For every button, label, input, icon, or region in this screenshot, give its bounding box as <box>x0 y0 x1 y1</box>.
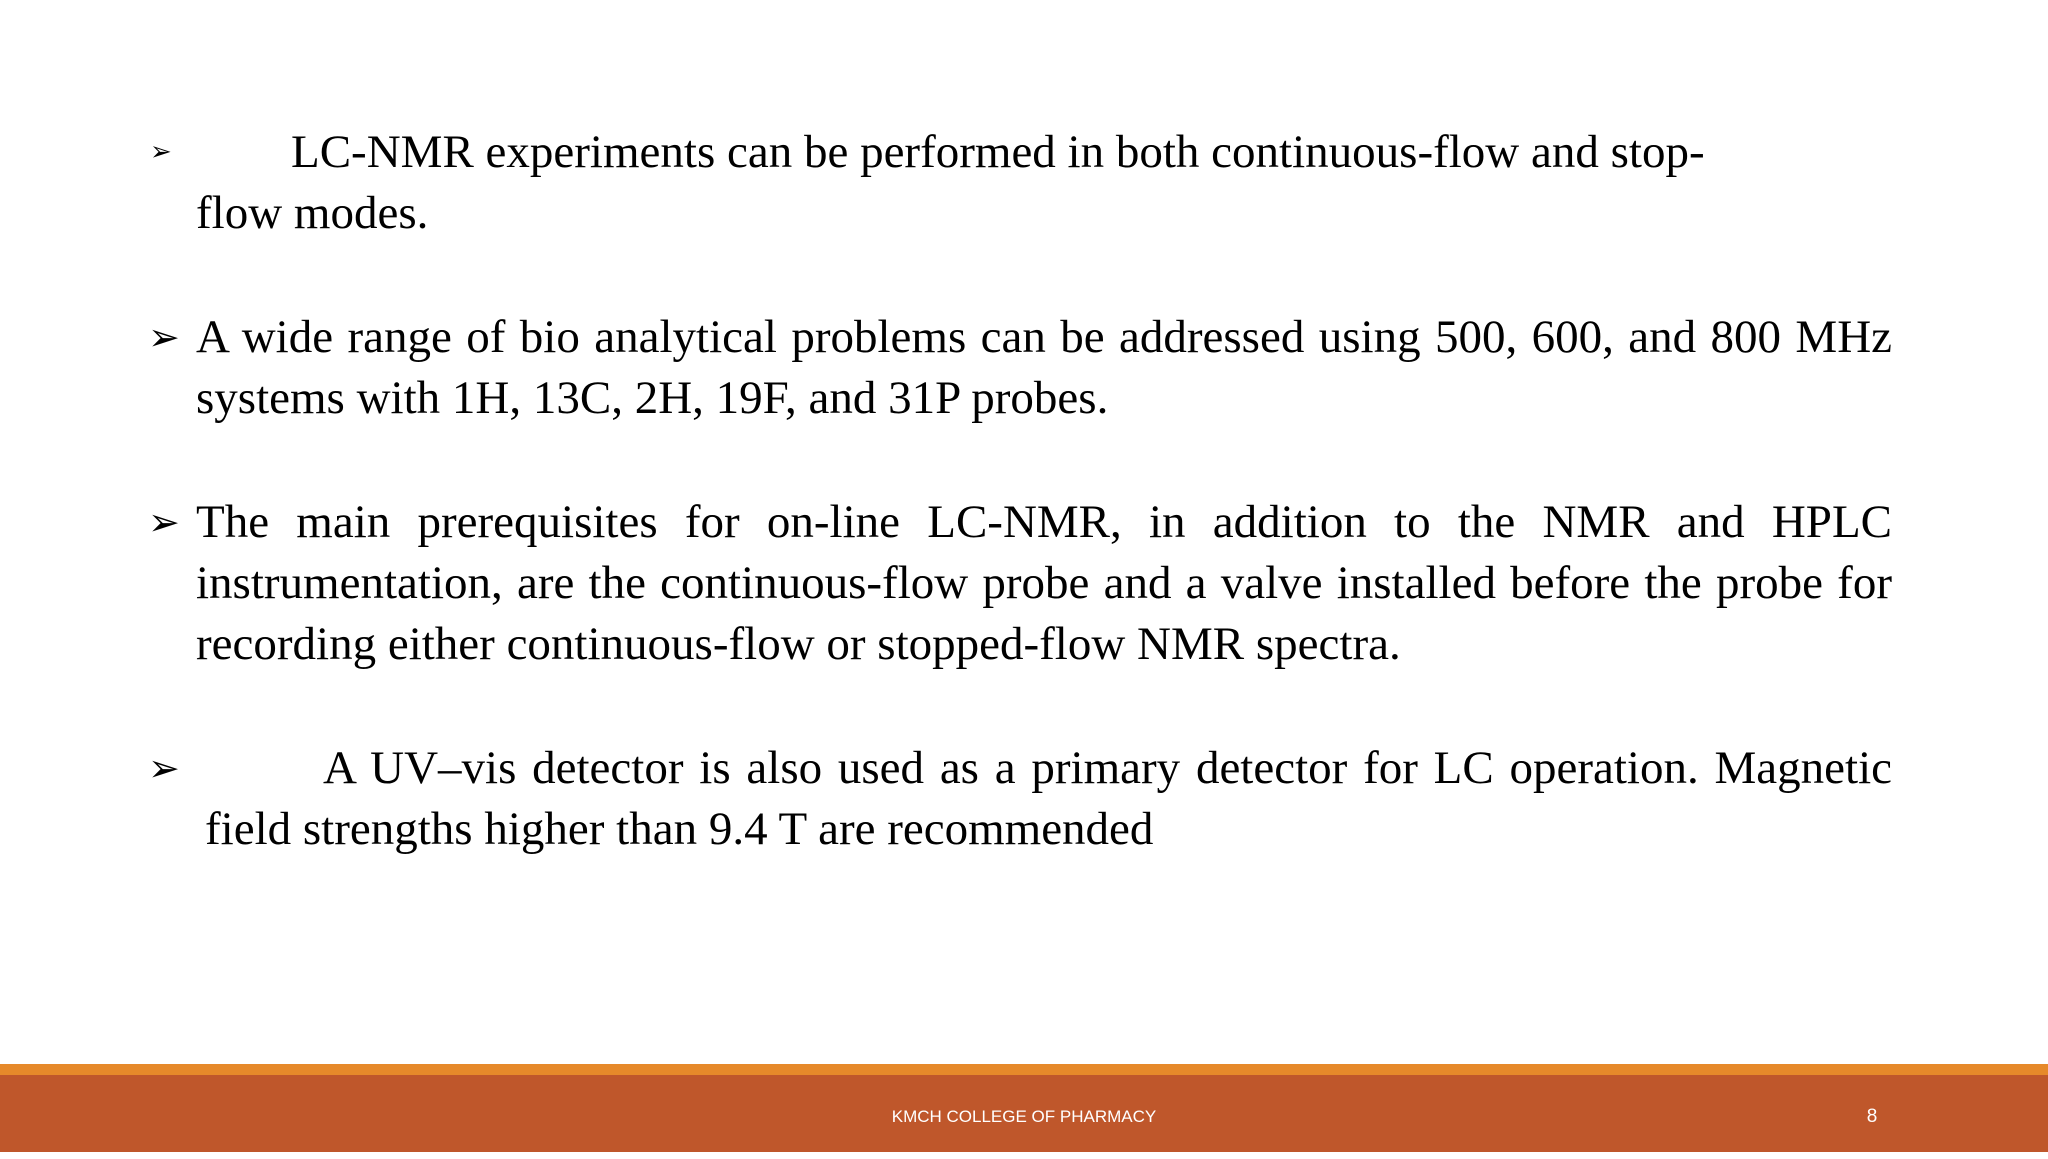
arrow-bullet-icon: ➢ <box>150 137 172 167</box>
bullet-item-bioanalytical-problems <box>148 307 1892 429</box>
arrow-bullet-icon: ➢ <box>148 315 180 359</box>
bullet-text-line2: flow modes. <box>196 187 429 239</box>
bullet-text: The main prerequisites for on-line LC-NMR, in addition to the NMR and HPLC instrumentation, are the continuous-flow probe and a valve installed before the probe for recording either continuous-flow or stopped-flow NMR spectra. <box>196 496 1892 670</box>
footer-bar <box>0 1075 2048 1152</box>
bullet-item-uv-vis-detector <box>148 738 1892 860</box>
bullet-text: A wide range of bio analytical problems can be addressed using 500, 600, and 800 MHz systems with 1H, 13C, 2H, 19F, and 31P probes. <box>196 311 1892 424</box>
arrow-bullet-icon: ➢ <box>148 746 180 790</box>
bullet-list <box>148 122 1892 860</box>
bullet-text-wrapper <box>196 738 1892 860</box>
footer-accent-stripe <box>0 1064 2048 1075</box>
bullet-item-prerequisites <box>148 492 1892 675</box>
page-number: 8 <box>1866 1106 1878 1127</box>
bullet-item-lc-nmr-modes <box>148 122 1892 244</box>
footer-title: KMCH COLLEGE OF PHARMACY <box>891 1107 1157 1126</box>
bullet-text: A UV–vis detector is also used as a primary detector for LC operation. Magnetic field strengths higher than 9.4 T are recommended <box>205 742 1892 855</box>
bullet-text-line1: LC-NMR experiments can be performed in both continuous-flow and stop- <box>291 126 1705 178</box>
arrow-bullet-icon: ➢ <box>148 500 180 544</box>
